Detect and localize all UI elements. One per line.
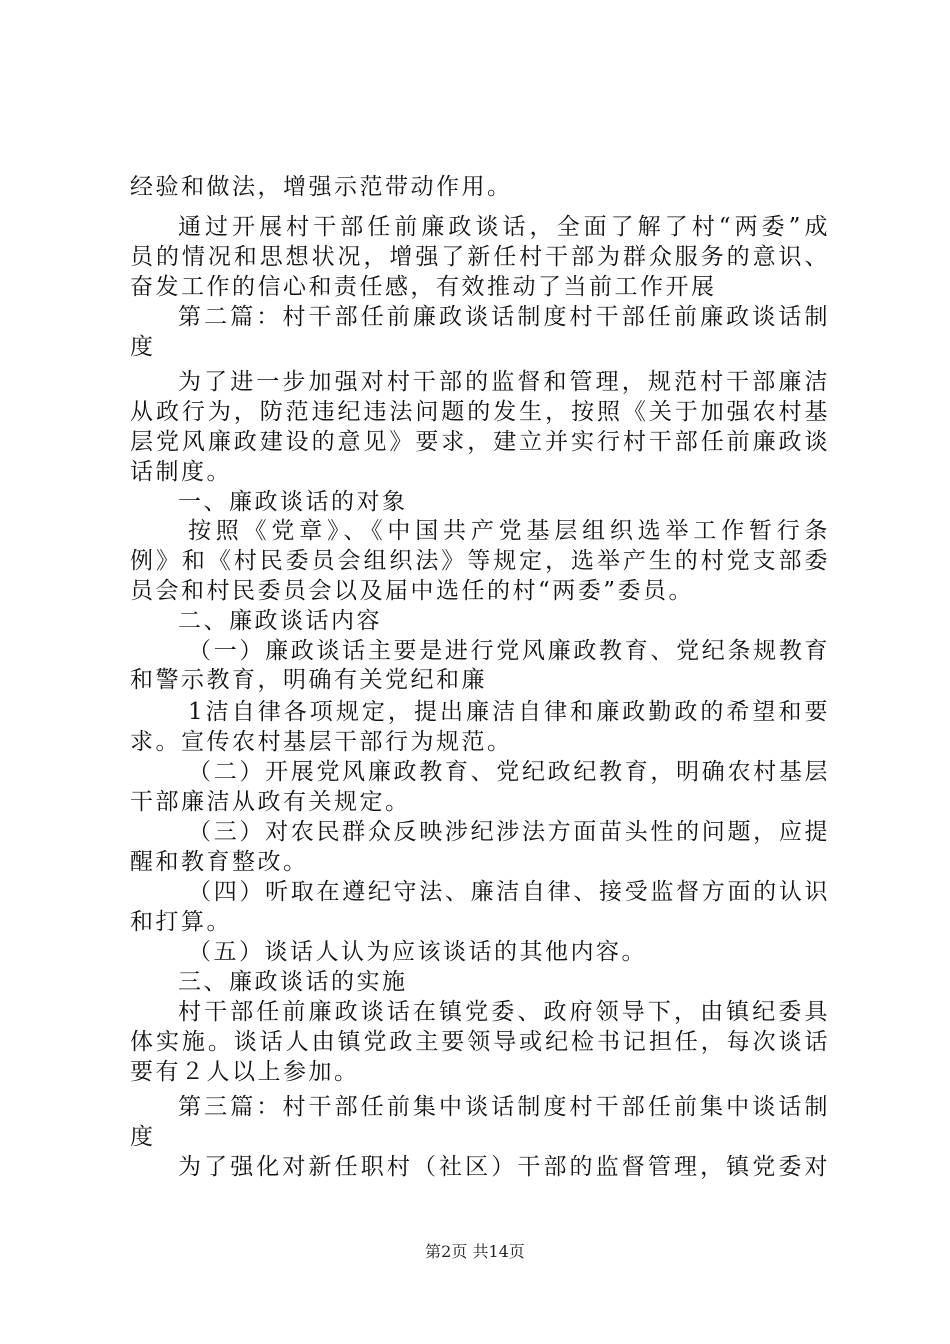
text-line: 从政行为，防范违纪违法问题的发生，按照《关于加强农村基	[130, 399, 830, 425]
text-line: 和警示教育，明确有关党纪和廉	[130, 667, 487, 693]
text-line: 体实施。谈话人由镇党政主要领导或纪检书记担任，每次谈话	[130, 1029, 830, 1055]
text-line: 1洁自律各项规定，提出廉洁自律和廉政勤政的希望和要	[188, 699, 830, 725]
text-line: 求。宣传农村基层干部行为规范。	[130, 729, 513, 755]
text-line: 经验和做法，增强示范带动作用。	[130, 174, 513, 200]
text-line: 醒和教育整改。	[130, 849, 309, 875]
page-number-footer: 第2页 共14页	[425, 1242, 525, 1261]
text-line: 员的情况和思想状况，增强了新任村干部为群众服务的意识、	[130, 244, 830, 270]
text-line: 按照《党章》、《中国共产党基层组织选举工作暂行条	[188, 518, 830, 544]
text-line: 村干部任前廉政谈话在镇党委、政府领导下，由镇纪委具	[178, 999, 830, 1025]
subsection-heading: 三、廉政谈话的实施	[178, 969, 408, 995]
text-line: 为了强化对新任职村（社区）干部的监督管理，镇党委对	[178, 1154, 830, 1180]
section-heading-cont: 度	[130, 334, 156, 360]
text-line: 话制度。	[130, 459, 232, 485]
text-line: 员会和村民委员会以及届中选任的村“两委”委员。	[130, 578, 695, 604]
text-line: （四）听取在遵纪守法、廉洁自律、接受监督方面的认识	[188, 879, 830, 905]
text-line: 和打算。	[130, 909, 232, 935]
text-line: 通过开展村干部任前廉政谈话，全面了解了村“两委”成	[178, 214, 830, 240]
section-heading: 第三篇：村干部任前集中谈话制度村干部任前集中谈话制	[178, 1094, 830, 1120]
section-heading-cont: 度	[130, 1124, 156, 1150]
section-heading: 第二篇：村干部任前廉政谈话制度村干部任前廉政谈话制	[178, 304, 830, 330]
text-line: 为了进一步加强对村干部的监督和管理，规范村干部廉洁	[178, 369, 830, 395]
text-line: （二）开展党风廉政教育、党纪政纪教育，明确农村基层	[188, 759, 830, 785]
text-line: 层党风廉政建设的意见》要求，建立并实行村干部任前廉政谈	[130, 429, 830, 455]
subsection-heading: 二、廉政谈话内容	[178, 608, 382, 634]
text-line: 奋发工作的信心和责任感，有效推动了当前工作开展	[130, 274, 717, 300]
subsection-heading: 一、廉政谈话的对象	[178, 489, 408, 515]
text-line: 要有２人以上参加。	[130, 1059, 360, 1085]
text-line: （五）谈话人认为应该谈话的其他内容。	[188, 939, 647, 965]
text-line: （一）廉政谈话主要是进行党风廉政教育、党纪条规教育	[188, 638, 830, 664]
text-line: （三）对农民群众反映涉纪涉法方面苗头性的问题，应提	[188, 819, 830, 845]
text-line: 干部廉洁从政有关规定。	[130, 789, 411, 815]
text-line: 例》和《村民委员会组织法》等规定，选举产生的村党支部委	[130, 548, 830, 574]
